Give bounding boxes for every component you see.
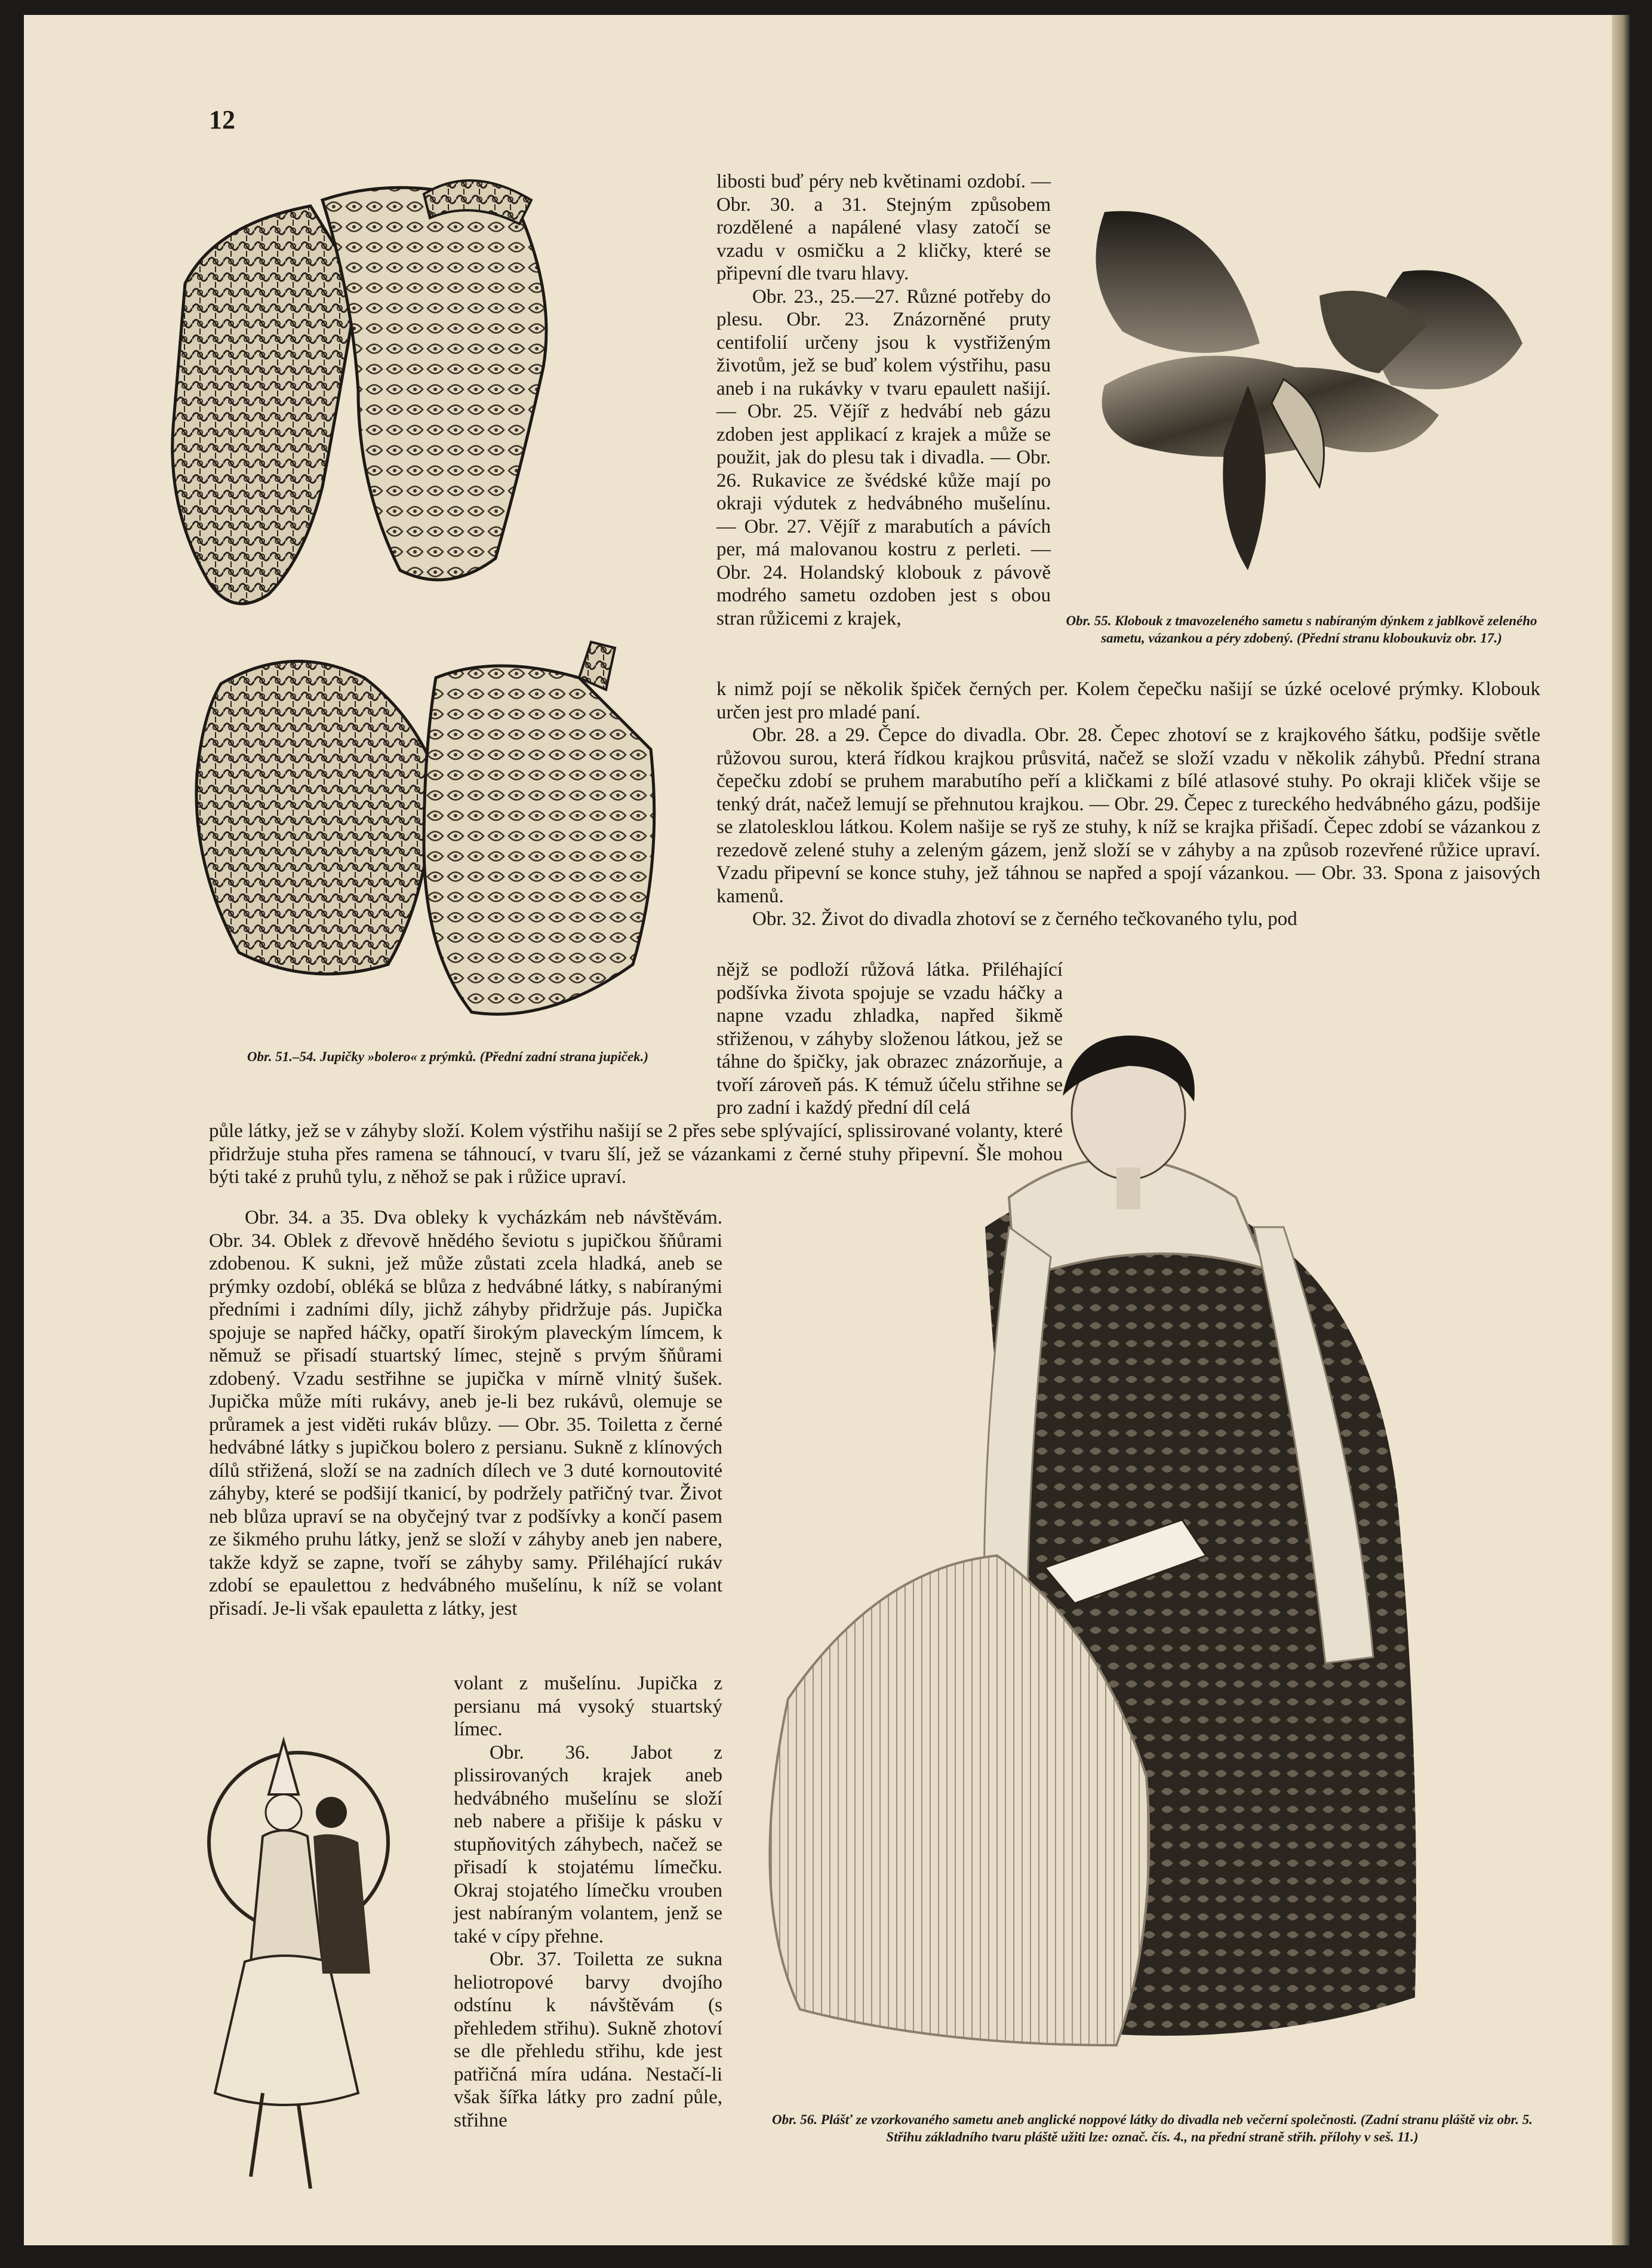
- paragraph: k nimž pojí se několik špiček černých per. Kolem čepečku našijí se úzké ocelové prýmky. Klobouk určen jest pro mladé paní.: [716, 678, 1540, 723]
- paragraph: Obr. 37. Toiletta ze sukna heliotropové barvy dvojího odstínu k návštěvám (s přehledem střihu). Sukně zhotoví se dle přehledu střihu, kde jest patřičná míra udána. Nestačí-li však šířka látky pro zadní půle, střihne: [454, 1949, 722, 2131]
- text-left-column: [209, 1206, 722, 1620]
- text-left-narrow-column: [454, 1672, 722, 2132]
- paragraph: Obr. 28. a 29. Čepce do divadla. Obr. 28. Čepec zhotoví se z krajkového šátku, podšije světle růžovou surou, která řídkou krajkou průsvitá, načež se složí vzadu v několik záhybů. Přední strana čepečku zdobí se pruhem marabutího peří a kličkami z bílé atlasové stuhy. Po okraji kliček všije se tenký drát, načež lemují se přehnutou krajkou. — Obr. 29. Čepec z tureckého hedvábného gázu, podšije se zlatolesklou látkou. Kolem našije se ryš ze stuhy, k níž se krajka přišadí. Čepec zdobí se vázankou z rezedově zelené stuhy a zeleným gázem, jenž složí se v záhyby a na způsob rozevřené růžice upraví. Vzadu připevní se konce stuhy, jež táhnou se napřed a spojí vázankou. — Obr. 33. Spona z jaisových kamenů.: [716, 724, 1540, 907]
- text-column-top: [716, 170, 1051, 630]
- paragraph: libosti buď péry neb květinami ozdobí. — Obr. 30. a 31. Stejným způsobem rozdělené a napálené vlasy zatočí se vzadu v osmičku a 2 kličky, které se připevní dle tvaru hlavy.: [716, 171, 1051, 284]
- text-wide-block: [716, 678, 1540, 931]
- paragraph: nějž se podloží růžová látka. Přiléhající podšívka života spojuje se vzadu háčky a napne vzadu zhladka, napřed šikmě střiženou, v záhyby složenou látkou, jež se táhne do špičky, jak obrazec znázorňuje, a tvoří zároveň pás. K témuž účelu střihne se pro zadní i každý přední díl celá: [716, 959, 1063, 1118]
- paragraph: volant z mušelínu. Jupička z persianu má vysoký stuartský límec.: [454, 1673, 722, 1740]
- page-edge: [1612, 15, 1630, 2245]
- dancing-figures-vignette: [179, 1723, 430, 2212]
- paragraph: Obr. 23., 25.—27. Různé potřeby do plesu. Obr. 23. Znázorněné pruty centifolií určeny jsou k vystřiženým životům, jež se buď kolem výstřihu, pasu aneb i na rukávky v tvaru epaulett našijí. — Obr. 25. Vějíř z hedvábí neb gázu zdoben jest applikací z krajek a může se použit, jak do plesu tak i divadla. — Obr. 26. Rukavice ze švédské kůže mají po okraji výdutek z hedvábného mušelínu. — Obr. 27. Vějíř z marabutích a pávích per, má malovanou kostru z perleti. — Obr. 24. Holandský klobouk z pávově modrého sametu ozdoben jest s obou stran růžicemi z krajek,: [716, 285, 1051, 629]
- paragraph: Obr. 32. Život do divadla zhotoví se z černého tečkovaného tylu, pod: [752, 908, 1297, 930]
- bolero-jackets-illustration: [161, 176, 693, 1030]
- paragraph: Obr. 36. Jabot z plissirovaných krajek aneb hedvábného mušelínu se složí neb nabere a přišije k pásku v stupňovitých záhybech, načež se přisadí k stojatému límečku. Okraj stojatého límečku vrouben jest nabíraným volantem, jenž se také v cípy přehne.: [454, 1741, 722, 1947]
- caption-fig56: Obr. 56. Plášť ze vzorkovaného sametu aneb anglické noppové látky do divadla neb večerní společnosti. (Zadní stranu pláště viz obr. 5. Střihu základního tvaru pláště užiti lze: označ. čís. 4., na přední straně střih. přílohy v seš. 11.): [771, 2112, 1533, 2144]
- hat-illustration: [1069, 188, 1534, 600]
- caption-fig51-54: Obr. 51.–54. Jupičky »bolero« z prýmků. (Přední zadní strana jupiček.): [247, 1049, 649, 1064]
- page-number: 12: [209, 105, 235, 134]
- cloak-woman-illustration: [728, 1030, 1552, 2093]
- paragraph: půle látky, jež se v záhyby složí. Kolem výstřihu našijí se 2 přes sebe splývající, splissirované volanty, které přidržuje stuha přes ramena se táhnoucí, v tvaru šlí, jež se vázankami z černé stuhy připevní. Šle mohou býti také z pruhů tylu, z něhož se pak i růžice upraví.: [209, 1120, 1063, 1188]
- caption-fig55: Obr. 55. Klobouk z tmavozeleného sametu s nabíraným dýnkem z jablkově zeleného sametu, vázankou a péry zdobený. (Přední stranu kloboukuviz obr. 17.): [1066, 613, 1537, 646]
- paragraph: Obr. 34. a 35. Dva obleky k vycházkám neb návštěvám. Obr. 34. Oblek z dřevově hnědého ševiotu s jupičkou šňůrami zdobenou. K sukni, jež může zůstati zcela hladká, aneb se prýmky ozdobí, obléká se blůza z hedvábné látky, s nabíranými předními i zadními díly, jichž záhyby přidržuje pás. Jupička spojuje se napřed háčky, opatří širokým plaveckým límcem, k němuž se přisadí stuartský límec, stejně s prvým šňůrami zdobený. Vzadu sestřihne se jupička v mírně vlnitý šušek. Jupička může míti rukávy, aneb je-li bez rukávů, olemuje se průramek a jest viděti rukáv blůzy. — Obr. 35. Toiletta z černé hedvábné látky s jupičkou bolero z persianu. Sukně z klínových dílů střižená, složí se na zadních dílech ve 3 duté kornoutovité záhyby, které se podšijí tkanicí, by podržely patřičný tvar. Život neb blůza upraví se na obyčejný tvar z podšívky a končí pasem ze šikmého pruhu látky, jenž se složí v záhyby aneb jen nabere, takže když se zapne, tvoří se záhyby samy. Přiléhající rukáv zdobí se epaulettou z hedvábného mušelínu, k níž se volant přisadí. Je-li však epauletta z látky, jest: [209, 1207, 722, 1619]
- magazine-page: [24, 15, 1627, 2245]
